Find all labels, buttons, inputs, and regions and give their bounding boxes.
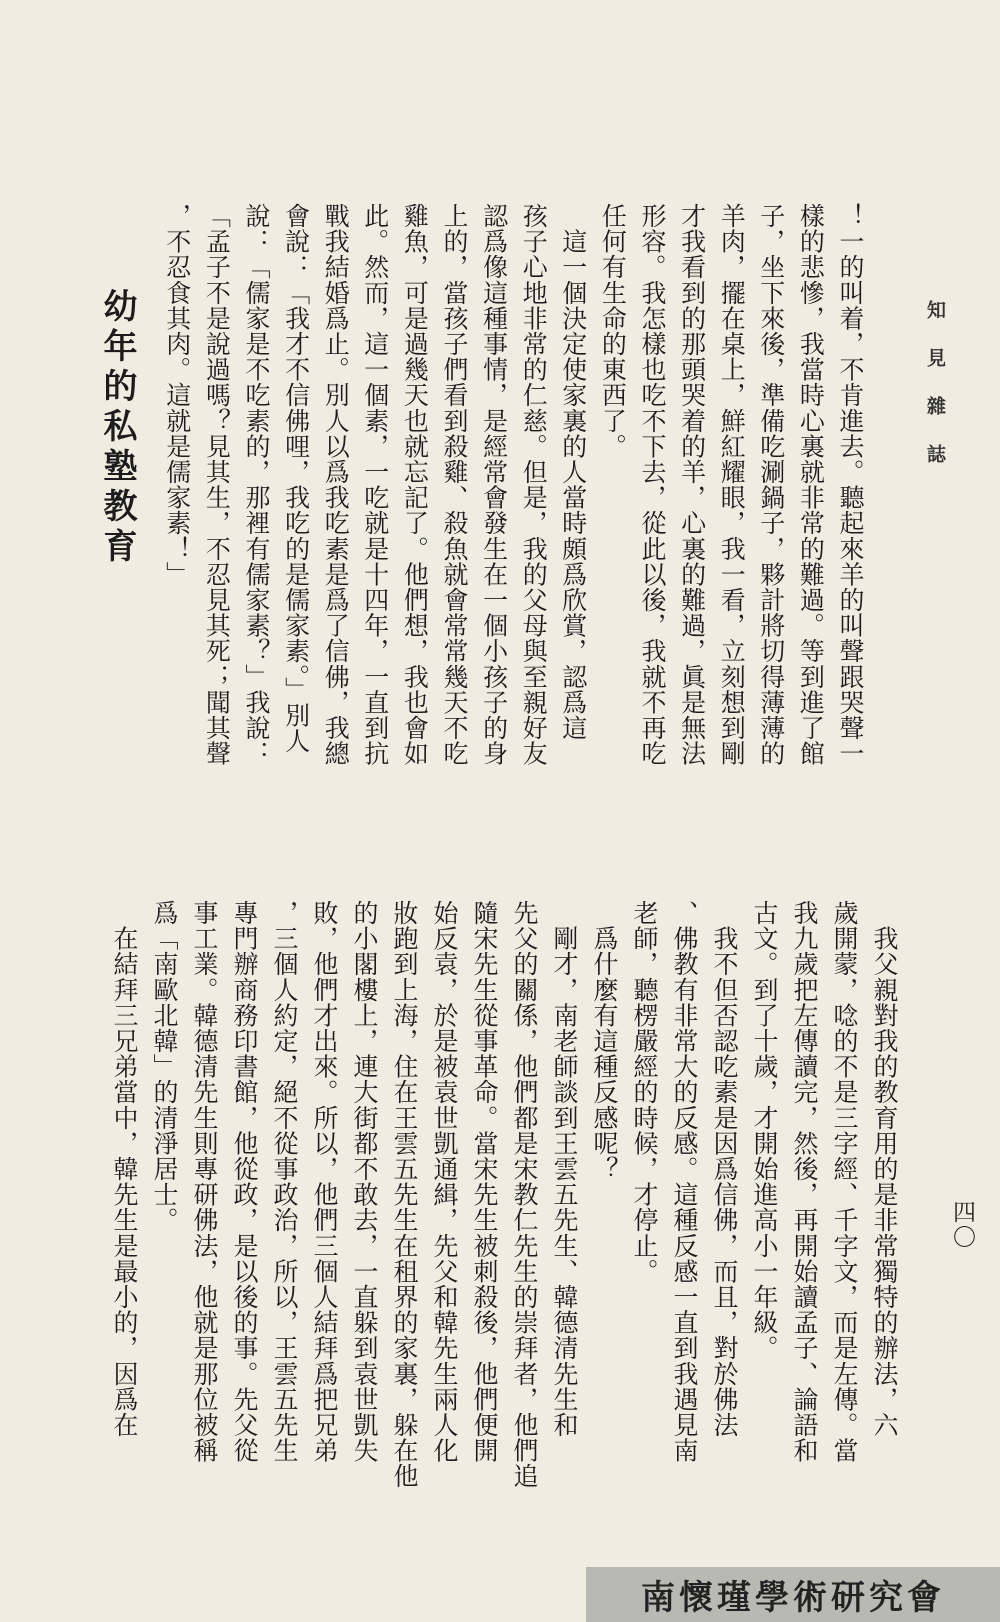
text-column: 的小閣樓上，連大街都不敢去，一直躲到袁世凱失	[350, 900, 379, 1464]
text-column: 孩子心地非常的仁慈。但是，我的父母與至親好友	[519, 203, 549, 767]
text-column: 羊肉，擺在桌上，鮮紅耀眼，我一看，立刻想到剛	[717, 203, 747, 767]
text-column: 我父親對我的教育用的是非常獨特的辦法，六	[870, 900, 899, 1438]
text-column: 樣的悲慘，我當時心裏就非常的難過。等到進了館	[796, 203, 826, 767]
text-column: 先父的關係，他們都是宋教仁先生的崇拜者，他們追	[510, 900, 539, 1489]
text-column: 任何有生命的東西了。	[598, 203, 628, 459]
watermark-text: 南懷瑾學術研究會	[641, 1578, 945, 1618]
text-column: ，不忍食其肉。這就是儒家素！」	[162, 203, 192, 587]
text-column: 老師，聽楞嚴經的時候，才停止。	[630, 900, 659, 1284]
text-column: 會說：「我才不信佛哩，我吃的是儒家素。」別人	[281, 203, 311, 754]
section-heading: 幼年的私塾教育	[97, 288, 137, 568]
watermark-banner	[586, 1567, 1000, 1622]
running-header: 知見雜誌	[924, 300, 946, 492]
text-column: 認爲像這種事情，是經常會發生在一個小孩子的身	[479, 203, 509, 767]
text-column: 始反袁，於是被袁世凱通緝，先父和韓先生兩人化	[430, 900, 459, 1464]
text-column: 我不但否認吃素是因爲信佛，而且，對於佛法	[710, 900, 739, 1438]
text-column: 雞魚，可是過幾天也就忘記了。他們想，我也會如	[400, 203, 430, 767]
text-column: 爲什麼有這種反感呢？	[590, 900, 619, 1182]
text-column: ，三個人約定，絕不從事政治，所以，王雲五先生	[270, 900, 299, 1464]
text-column: 形容。我怎樣也吃不下去，從此以後，我就不再吃	[638, 203, 667, 767]
text-column: 我九歲把左傳讀完，然後，再開始讀孟子、論語和	[790, 900, 819, 1464]
text-column: 戰我結婚爲止。別人以爲我吃素是爲了信佛，我總	[321, 203, 351, 767]
text-column: 爲「南歐北韓」的清淨居士。	[150, 900, 179, 1233]
text-column: ！一的叫着，不肯進去。聽起來羊的叫聲跟哭聲一	[836, 203, 865, 767]
text-column: 才我看到的那頭哭着的羊，心裏的難過，眞是無法	[677, 203, 707, 767]
text-column: 上的，當孩子們看到殺雞、殺魚就會常常幾天不吃	[440, 203, 469, 767]
text-column: 此。然而，這一個素，一吃就是十四年，一直到抗	[360, 203, 390, 767]
text-column: 妝跑到上海，住在王雲五先生在租界的家裏，躲在他	[390, 900, 419, 1489]
text-column: 歲開蒙，唸的不是三字經、千字文，而是左傳。當	[830, 900, 859, 1464]
text-column: 敗，他們才出來。所以，他們三個人結拜爲把兄弟	[310, 900, 339, 1464]
text-column: 子，坐下來後，準備吃涮鍋子，夥計將切得薄薄的	[756, 203, 786, 767]
text-column: 隨宋先生從事革命。當宋先生被刺殺後，他們便開	[470, 900, 499, 1464]
text-column: 古文。到了十歲，才開始進高小一年級。	[750, 900, 779, 1361]
text-column: 這一個決定使家裏的人當時頗爲欣賞，認爲這	[558, 203, 588, 741]
text-column: 在結拜三兄弟當中，韓先生是最小的，因爲在	[110, 900, 139, 1438]
text-column: 、佛教有非常大的反感。這種反感一直到我遇見南	[670, 900, 699, 1464]
text-column: 「孟子不是說過嗎？見其生，不忍見其死；聞其聲	[202, 203, 232, 767]
text-column: 事工業。韓德清先生則專研佛法，他就是那位被稱	[190, 900, 219, 1464]
text-column: 專門辦商務印書館，他從政，是以後的事。先父從	[230, 900, 259, 1464]
text-column: 剛才，南老師談到王雲五先生、韓德清先生和	[550, 900, 579, 1438]
text-column: 說：「儒家是不吃素的，那裡有儒家素？」我說：	[242, 203, 271, 767]
page-number: 四〇	[949, 1200, 975, 1250]
